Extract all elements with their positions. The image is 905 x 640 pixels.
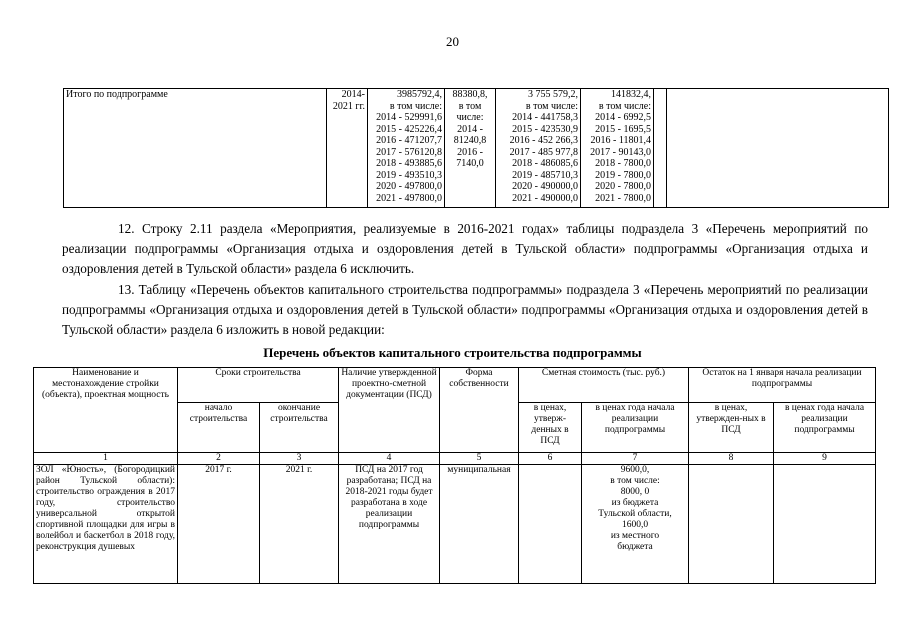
col-number: 3 (260, 453, 339, 465)
cell-line: 2018 - 7800,0 (595, 158, 651, 169)
empty-cell (667, 89, 889, 208)
header-row (34, 368, 876, 403)
cell-line: 2020 - 497800,0 (376, 181, 442, 192)
cell-line: 2017 - 576120,8 (376, 146, 442, 158)
federal-budget-cell (445, 89, 496, 208)
cell-line: 7140,0 (456, 158, 484, 169)
header-cost-psd: в ценах, утверж-денных в ПСД (519, 403, 582, 453)
header-end: окончание строительства (260, 403, 339, 453)
local-budget-cell (581, 89, 654, 208)
object-cost-year (582, 465, 689, 584)
cell-line: 2019 - 7800,0 (595, 169, 651, 181)
cell-line: в том (458, 100, 482, 112)
header-cost: Сметная стоимость (тыс. руб.) (519, 368, 689, 403)
col-number: 6 (519, 453, 582, 465)
cell-line: 2021 - 497800,0 (376, 192, 442, 204)
cell-line: 2016 - (457, 146, 483, 158)
cell-line: 2015 - 423530,9 (512, 123, 578, 135)
cell-line: 2021 - 490000,0 (512, 192, 578, 204)
header-remainder: Остаток на 1 января начала реализации подпрограммы (689, 368, 876, 403)
col-number: 1 (34, 453, 178, 465)
paragraph-13: 13. Таблицу «Перечень объектов капитального строительства подпрограммы» подраздела 3 «Перечень мероприятий по реализации подпрограммы «Организация отдыха и оздоровления детей в Тульской области» подпрограммы «Организация отдыха и оздоровления детей в Тульской области» раздела 6 изложить в новой редакции: (62, 282, 868, 337)
header-cost-year: в ценах года начала реализации подпрограммы (582, 403, 689, 453)
cell-line: 2020 - 490000,0 (512, 181, 578, 192)
cell-line: в том числе: (389, 100, 442, 112)
col-number: 5 (440, 453, 519, 465)
object-end: 2021 г. (260, 465, 339, 584)
col-number: 2 (178, 453, 260, 465)
cell-line: 2018 - 493885,6 (376, 158, 442, 169)
cell-line: 81240,8 (453, 135, 487, 146)
cell-line: 2015 - 1695,5 (595, 123, 651, 135)
cell-line: 2021 - 7800,0 (595, 192, 651, 204)
cell-line: из местного (610, 531, 660, 541)
total-label: Итого по подпрограмме (64, 89, 327, 208)
cell-line: 2021 гг. (332, 100, 365, 112)
cell-line: 2020 - 7800,0 (595, 181, 651, 192)
object-start: 2017 г. (178, 465, 260, 584)
object-ownership: муниципальная (440, 465, 519, 584)
subprogram-total-table (63, 88, 889, 208)
header-terms: Сроки строительства (178, 368, 339, 403)
regional-budget-cell (496, 89, 581, 208)
cell-line: 2014 - 529991,6 (376, 112, 442, 123)
cell-line: 3985792,4, (397, 89, 442, 100)
cell-line: 2016 - 452 266,3 (509, 135, 578, 146)
cell-line: 9600,0, (620, 465, 650, 475)
object-name: ЗОЛ «Юность», (Богородицкий район Тульской области): строительство ограждения в 2017 году, строительство универсальной открытой спортивной площадки для игры в волейбол и баскетбол в 2018 году, реконструкция душевых (34, 465, 178, 584)
cell-line: в том числе: (610, 476, 660, 486)
cell-line: 2018 - 486085,6 (512, 158, 578, 169)
col-number: 7 (582, 453, 689, 465)
cell-line: бюджета (617, 542, 653, 552)
table-row (34, 465, 876, 584)
col-number: 8 (689, 453, 774, 465)
header-start: начало строительства (178, 403, 260, 453)
cell-line: в том числе: (598, 100, 651, 112)
cell-line: 2014 - 441758,3 (512, 112, 578, 123)
object-cost-psd (519, 465, 582, 584)
cell-line: 2015 - 425226,4 (376, 123, 442, 135)
object-rem-year (774, 465, 876, 584)
empty-cell (654, 89, 667, 208)
cell-line: 8000, 0 (620, 487, 650, 497)
page-number: 20 (446, 34, 459, 49)
cell-line: 2017 - 90143,0 (590, 146, 651, 158)
paragraph-12: 12. Строку 2.11 раздела «Мероприятия, реализуемые в 2016-2021 годах» таблицы подраздела 3 «Перечень мероприятий по реализации подпрограммы «Организация отдыха и оздоровления детей в Тульской области» подпрограммы «Организация отдыха и оздоровления детей в Тульской области» раздела 6 исключить. (62, 221, 868, 276)
cell-line: 2016 - 11801,4 (590, 135, 651, 146)
table-row (64, 89, 889, 208)
header-rem-psd: в ценах, утвержден-ных в ПСД (689, 403, 774, 453)
cell-line: 2014 - (457, 123, 483, 135)
cell-line: 88380,8, (452, 89, 488, 100)
cell-line: 2016 - 471207,7 (376, 135, 442, 146)
object-psd: ПСД на 2017 год разработана; ПСД на 2018-2021 годы будет разработана в ходе реализации подпрограммы (339, 465, 440, 584)
column-numbers-row (34, 453, 876, 465)
header-ownership: Форма собственности (440, 368, 519, 453)
years-cell (327, 89, 368, 208)
cell-line: из бюджета (611, 498, 659, 508)
cell-line: 2019 - 493510,3 (376, 169, 442, 181)
total-amount-cell (368, 89, 445, 208)
cell-line: 2014- (341, 89, 365, 100)
col-number: 9 (774, 453, 876, 465)
cell-line: 1600,0 (621, 520, 649, 530)
cell-line: 2014 - 6992,5 (595, 112, 651, 123)
table-title: Перечень объектов капитального строительства подпрограммы (263, 345, 642, 360)
capital-objects-table (33, 367, 876, 584)
header-psd: Наличие утвержденной проектно-сметной документации (ПСД) (339, 368, 440, 453)
header-name: Наименование и местонахождение стройки (объекта), проектная мощность (34, 368, 178, 453)
cell-line: в том числе: (525, 100, 578, 112)
cell-line: числе: (456, 112, 484, 123)
object-rem-psd (689, 465, 774, 584)
header-rem-year: в ценах года начала реализации подпрограммы (774, 403, 876, 453)
cell-line: 141832,4, (611, 89, 651, 100)
cell-line: 2019 - 485710,3 (512, 169, 578, 181)
col-number: 4 (339, 453, 440, 465)
cell-line: 2017 - 485 977,8 (509, 146, 578, 158)
cell-line: Тульской области, (598, 509, 672, 519)
cell-line: 3 755 579,2, (528, 89, 578, 100)
